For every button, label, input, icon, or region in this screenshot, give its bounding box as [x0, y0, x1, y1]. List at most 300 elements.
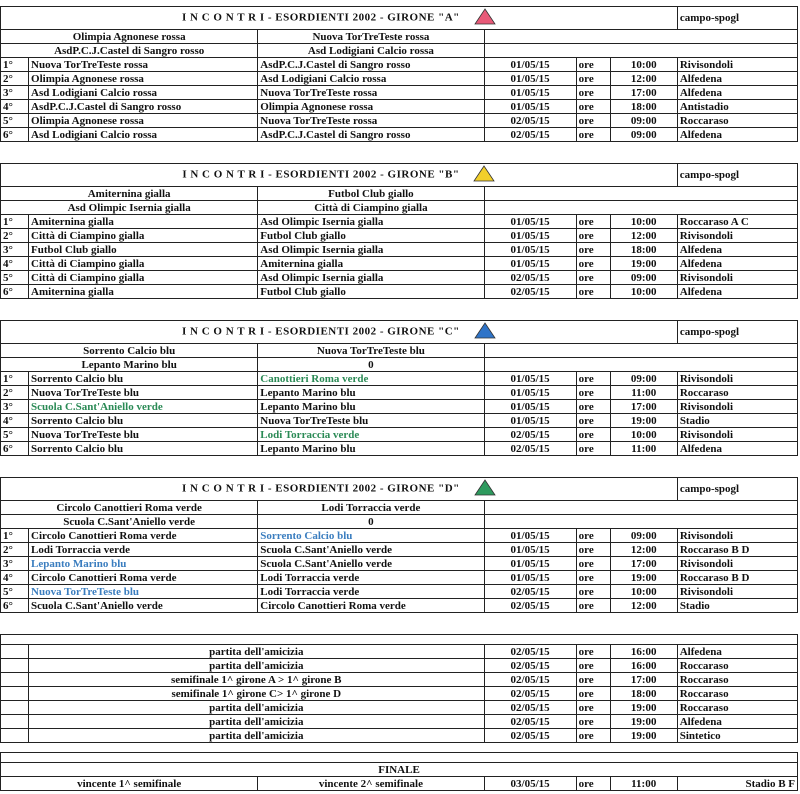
team-name: Nuova TorTreTeste rossa [258, 30, 484, 44]
group-title-row [1, 321, 798, 344]
match-venue: Roccaraso [677, 673, 797, 687]
match-row [1, 529, 798, 543]
team-name: Città di Ciampino gialla [258, 201, 484, 215]
match-venue: Rivisondoli [677, 585, 797, 599]
match-time: 09:00 [610, 128, 677, 142]
triangle-icon [474, 322, 496, 342]
match-label: partita dell'amicizia [29, 659, 485, 673]
ore-label: ore [576, 72, 610, 86]
away-team: Circolo Canottieri Roma verde [258, 599, 484, 613]
group-title [1, 164, 678, 187]
match-venue: Roccaraso [677, 386, 797, 400]
match-time: 12:00 [610, 599, 677, 613]
match-row [1, 86, 798, 100]
ore-label: ore [576, 386, 610, 400]
match-date: 02/05/15 [484, 645, 576, 659]
ore-label: ore [576, 257, 610, 271]
match-row [1, 442, 798, 456]
match-time: 11:00 [610, 386, 677, 400]
match-date: 02/05/15 [484, 285, 576, 299]
match-date: 02/05/15 [484, 128, 576, 142]
team-name: Lodi Torraccia verde [258, 501, 484, 515]
campo-spogl-label: campo-spogl [677, 321, 797, 344]
extra-match-row [1, 645, 798, 659]
away-team: Olimpia Agnonese rossa [258, 100, 484, 114]
blank-cell [484, 358, 797, 372]
extra-match-row [1, 729, 798, 743]
match-date: 02/05/15 [484, 599, 576, 613]
team-row [1, 344, 798, 358]
away-team: Asd Lodigiani Calcio rossa [258, 72, 484, 86]
match-date: 01/05/15 [484, 257, 576, 271]
team-row [1, 515, 798, 529]
home-team: Scuola C.Sant'Aniello verde [29, 400, 258, 414]
match-venue: Alfedena [677, 715, 797, 729]
blank-cell [484, 515, 797, 529]
match-number: 6° [1, 599, 29, 613]
away-team: Asd Olimpic Isernia gialla [258, 271, 484, 285]
group-table [0, 477, 798, 613]
match-row [1, 58, 798, 72]
match-row [1, 229, 798, 243]
match-date: 01/05/15 [484, 529, 576, 543]
match-label: partita dell'amicizia [29, 715, 485, 729]
match-number: 3° [1, 243, 29, 257]
team-name: Asd Lodigiani Calcio rossa [258, 44, 484, 58]
campo-spogl-label: campo-spogl [677, 7, 797, 30]
match-venue: Rivisondoli [677, 229, 797, 243]
match-venue: Stadio B F [677, 777, 797, 791]
ore-label: ore [576, 645, 610, 659]
match-time: 17:00 [610, 400, 677, 414]
home-team: Amiternina gialla [29, 285, 258, 299]
match-number: 1° [1, 529, 29, 543]
extra-match-row [1, 673, 798, 687]
ore-label: ore [576, 400, 610, 414]
match-date: 01/05/15 [484, 372, 576, 386]
home-team: Circolo Canottieri Roma verde [29, 571, 258, 585]
home-team: Amiternina gialla [29, 215, 258, 229]
ore-label: ore [576, 58, 610, 72]
match-row [1, 372, 798, 386]
group-table [0, 6, 798, 142]
away-team: AsdP.C.J.Castel di Sangro rosso [258, 128, 484, 142]
match-time: 12:00 [610, 543, 677, 557]
ore-label: ore [576, 585, 610, 599]
home-team: Sorrento Calcio blu [29, 372, 258, 386]
ore-label: ore [576, 673, 610, 687]
team-name: Amiternina gialla [1, 187, 258, 201]
ore-label: ore [576, 414, 610, 428]
match-time: 19:00 [610, 257, 677, 271]
away-team: Lodi Torraccia verde [258, 571, 484, 585]
match-number: 5° [1, 114, 29, 128]
match-venue: Alfedena [677, 243, 797, 257]
match-row [1, 386, 798, 400]
match-date: 02/05/15 [484, 715, 576, 729]
ore-label: ore [576, 529, 610, 543]
away-team: Nuova TorTreTeste rossa [258, 114, 484, 128]
match-venue: Rivisondoli [677, 271, 797, 285]
match-time: 10:00 [610, 58, 677, 72]
match-number: 1° [1, 215, 29, 229]
match-row [1, 571, 798, 585]
match-date: 01/05/15 [484, 229, 576, 243]
ore-label: ore [576, 659, 610, 673]
home-team: Scuola C.Sant'Aniello verde [29, 599, 258, 613]
blank-cell [1, 645, 29, 659]
blank-cell [1, 729, 29, 743]
match-venue: Rivisondoli [677, 58, 797, 72]
final-away: vincente 2^ semifinale [258, 777, 484, 791]
match-time: 11:00 [610, 777, 677, 791]
home-team: Nuova TorTreTeste rossa [29, 58, 258, 72]
ore-label: ore [576, 729, 610, 743]
match-venue: Alfedena [677, 86, 797, 100]
blank-cell [484, 30, 797, 44]
match-label: partita dell'amicizia [29, 645, 485, 659]
match-row [1, 543, 798, 557]
match-time: 12:00 [610, 229, 677, 243]
match-number: 5° [1, 271, 29, 285]
match-venue: Alfedena [677, 645, 797, 659]
ore-label: ore [576, 543, 610, 557]
away-team: Asd Olimpic Isernia gialla [258, 215, 484, 229]
blank-cell [1, 673, 29, 687]
ore-label: ore [576, 428, 610, 442]
match-time: 19:00 [610, 571, 677, 585]
match-date: 02/05/15 [484, 687, 576, 701]
ore-label: ore [576, 442, 610, 456]
group-title-prefix: I N C O N T R I - ESORDIENTI 2002 - GIRONE [182, 168, 436, 181]
team-name: Scuola C.Sant'Aniello verde [1, 515, 258, 529]
team-name: Sorrento Calcio blu [1, 344, 258, 358]
home-team: Circolo Canottieri Roma verde [29, 529, 258, 543]
away-team: Futbol Club giallo [258, 229, 484, 243]
match-number: 2° [1, 229, 29, 243]
match-number: 6° [1, 128, 29, 142]
group-title-row [1, 7, 798, 30]
spacer-row [1, 635, 798, 645]
match-number: 6° [1, 442, 29, 456]
extra-match-row [1, 687, 798, 701]
match-date: 02/05/15 [484, 114, 576, 128]
away-team: Nuova TorTreTeste rossa [258, 86, 484, 100]
blank-cell [1, 659, 29, 673]
match-venue: Stadio [677, 414, 797, 428]
match-venue: Sintetico [677, 729, 797, 743]
group-title-prefix: I N C O N T R I - ESORDIENTI 2002 - GIRONE [182, 482, 435, 495]
final-title: FINALE [1, 763, 798, 777]
match-time: 19:00 [610, 729, 677, 743]
away-team: Lepanto Marino blu [258, 386, 484, 400]
match-time: 11:00 [610, 442, 677, 456]
match-number: 2° [1, 72, 29, 86]
team-name: 0 [258, 358, 484, 372]
match-number: 2° [1, 386, 29, 400]
blank-cell [1, 715, 29, 729]
final-match-row [1, 777, 798, 791]
home-team: AsdP.C.J.Castel di Sangro rosso [29, 100, 258, 114]
match-venue: Rivisondoli [677, 372, 797, 386]
match-date: 01/05/15 [484, 400, 576, 414]
final-home: vincente 1^ semifinale [1, 777, 258, 791]
team-row [1, 30, 798, 44]
team-name: AsdP.C.J.Castel di Sangro rosso [1, 44, 258, 58]
blank-cell [484, 201, 797, 215]
ore-label: ore [576, 599, 610, 613]
group-table [0, 163, 798, 299]
match-time: 17:00 [610, 673, 677, 687]
match-venue: Stadio [677, 599, 797, 613]
match-venue: Roccaraso [677, 659, 797, 673]
team-row [1, 187, 798, 201]
team-row [1, 501, 798, 515]
match-label: partita dell'amicizia [29, 729, 485, 743]
campo-spogl-label: campo-spogl [677, 478, 797, 501]
match-time: 19:00 [610, 715, 677, 729]
away-team: Scuola C.Sant'Aniello verde [258, 557, 484, 571]
match-number: 5° [1, 585, 29, 599]
ore-label: ore [576, 229, 610, 243]
ore-label: ore [576, 128, 610, 142]
group-title-prefix: I N C O N T R I - ESORDIENTI 2002 - GIRONE [182, 11, 435, 24]
ore-label: ore [576, 86, 610, 100]
match-time: 19:00 [610, 701, 677, 715]
match-venue: Roccaraso B D [677, 571, 797, 585]
ore-label: ore [576, 715, 610, 729]
match-time: 09:00 [610, 114, 677, 128]
group-letter: "C" [438, 325, 460, 338]
match-number: 4° [1, 100, 29, 114]
match-date: 02/05/15 [484, 585, 576, 599]
match-date: 02/05/15 [484, 673, 576, 687]
match-time: 09:00 [610, 372, 677, 386]
match-date: 01/05/15 [484, 243, 576, 257]
match-row [1, 599, 798, 613]
match-row [1, 243, 798, 257]
match-date: 01/05/15 [484, 100, 576, 114]
match-row [1, 557, 798, 571]
match-time: 09:00 [610, 271, 677, 285]
match-row [1, 585, 798, 599]
home-team: Nuova TorTreTeste blu [29, 428, 258, 442]
away-team: Lodi Torraccia verde [258, 585, 484, 599]
match-date: 02/05/15 [484, 729, 576, 743]
team-name: Olimpia Agnonese rossa [1, 30, 258, 44]
match-time: 19:00 [610, 414, 677, 428]
extra-match-row [1, 715, 798, 729]
ore-label: ore [576, 777, 610, 791]
ore-label: ore [576, 571, 610, 585]
match-row [1, 285, 798, 299]
match-venue: Alfedena [677, 257, 797, 271]
match-time: 17:00 [610, 86, 677, 100]
match-number: 3° [1, 557, 29, 571]
match-number: 5° [1, 428, 29, 442]
match-venue: Roccaraso B D [677, 543, 797, 557]
match-time: 18:00 [610, 100, 677, 114]
match-date: 02/05/15 [484, 659, 576, 673]
blank-cell [1, 687, 29, 701]
away-team: Futbol Club giallo [258, 285, 484, 299]
match-row [1, 271, 798, 285]
match-time: 10:00 [610, 428, 677, 442]
group-title-row [1, 478, 798, 501]
group-table [0, 320, 798, 456]
home-team: Città di Ciampino gialla [29, 229, 258, 243]
match-number: 2° [1, 543, 29, 557]
home-team: Asd Lodigiani Calcio rossa [29, 128, 258, 142]
home-team: Città di Ciampino gialla [29, 271, 258, 285]
away-team: Lepanto Marino blu [258, 400, 484, 414]
final-title-row [1, 763, 798, 777]
match-time: 09:00 [610, 529, 677, 543]
match-venue: Rivisondoli [677, 428, 797, 442]
ore-label: ore [576, 687, 610, 701]
match-number: 4° [1, 257, 29, 271]
away-team: Lodi Torraccia verde [258, 428, 484, 442]
match-venue: Alfedena [677, 72, 797, 86]
extra-match-row [1, 701, 798, 715]
match-date: 02/05/15 [484, 701, 576, 715]
home-team: Nuova TorTreTeste blu [29, 585, 258, 599]
away-team: Lepanto Marino blu [258, 442, 484, 456]
match-date: 02/05/15 [484, 442, 576, 456]
spacer-cell [1, 753, 798, 763]
match-time: 18:00 [610, 243, 677, 257]
match-date: 01/05/15 [484, 215, 576, 229]
triangle-icon [473, 165, 495, 185]
home-team: Lepanto Marino blu [29, 557, 258, 571]
home-team: Città di Ciampino gialla [29, 257, 258, 271]
match-venue: Alfedena [677, 128, 797, 142]
blank-cell [484, 344, 797, 358]
match-row [1, 100, 798, 114]
away-team: Amiternina gialla [258, 257, 484, 271]
match-venue: Antistadio [677, 100, 797, 114]
match-label: semifinale 1^ girone A > 1^ girone B [29, 673, 485, 687]
extra-match-row [1, 659, 798, 673]
match-venue: Alfedena [677, 285, 797, 299]
group-letter: "D" [438, 482, 460, 495]
match-venue: Alfedena [677, 442, 797, 456]
match-number: 3° [1, 86, 29, 100]
match-time: 10:00 [610, 215, 677, 229]
away-team: Canottieri Roma verde [258, 372, 484, 386]
match-number: 1° [1, 58, 29, 72]
blank-cell [1, 701, 29, 715]
final-table [0, 752, 798, 791]
home-team: Sorrento Calcio blu [29, 414, 258, 428]
campo-spogl-label: campo-spogl [677, 164, 797, 187]
group-title-row [1, 164, 798, 187]
ore-label: ore [576, 271, 610, 285]
group-title [1, 321, 678, 344]
ore-label: ore [576, 557, 610, 571]
group-title-prefix: I N C O N T R I - ESORDIENTI 2002 - GIRONE [182, 325, 435, 338]
team-name: Lepanto Marino blu [1, 358, 258, 372]
match-date: 01/05/15 [484, 58, 576, 72]
team-row [1, 44, 798, 58]
match-number: 4° [1, 571, 29, 585]
away-team: Sorrento Calcio blu [258, 529, 484, 543]
home-team: Asd Lodigiani Calcio rossa [29, 86, 258, 100]
match-date: 01/05/15 [484, 86, 576, 100]
match-date: 01/05/15 [484, 543, 576, 557]
match-date: 02/05/15 [484, 271, 576, 285]
match-date: 01/05/15 [484, 386, 576, 400]
match-date: 01/05/15 [484, 557, 576, 571]
match-time: 10:00 [610, 585, 677, 599]
home-team: Olimpia Agnonese rossa [29, 72, 258, 86]
match-time: 16:00 [610, 645, 677, 659]
home-team: Nuova TorTreTeste blu [29, 386, 258, 400]
group-title [1, 478, 678, 501]
match-time: 17:00 [610, 557, 677, 571]
home-team: Sorrento Calcio blu [29, 442, 258, 456]
team-name: Nuova TorTreTeste blu [258, 344, 484, 358]
triangle-icon [474, 479, 496, 499]
match-venue: Rivisondoli [677, 400, 797, 414]
spacer-row [1, 753, 798, 763]
match-date: 01/05/15 [484, 414, 576, 428]
away-team: Nuova TorTreTeste blu [258, 414, 484, 428]
match-label: partita dell'amicizia [29, 701, 485, 715]
team-name: 0 [258, 515, 484, 529]
match-label: semifinale 1^ girone C> 1^ girone D [29, 687, 485, 701]
group-letter: "B" [438, 168, 460, 181]
match-row [1, 400, 798, 414]
ore-label: ore [576, 243, 610, 257]
group-title [1, 7, 678, 30]
team-name: Circolo Canottieri Roma verde [1, 501, 258, 515]
ore-label: ore [576, 285, 610, 299]
match-time: 10:00 [610, 285, 677, 299]
match-date: 02/05/15 [484, 428, 576, 442]
match-date: 01/05/15 [484, 571, 576, 585]
group-letter: "A" [438, 11, 460, 24]
match-row [1, 72, 798, 86]
match-date: 03/05/15 [484, 777, 576, 791]
match-row [1, 215, 798, 229]
match-row [1, 114, 798, 128]
match-row [1, 428, 798, 442]
match-time: 18:00 [610, 687, 677, 701]
match-number: 4° [1, 414, 29, 428]
team-row [1, 358, 798, 372]
triangle-icon [474, 8, 496, 28]
match-time: 16:00 [610, 659, 677, 673]
home-team: Olimpia Agnonese rossa [29, 114, 258, 128]
blank-cell [484, 501, 797, 515]
ore-label: ore [576, 372, 610, 386]
match-venue: Rivisondoli [677, 557, 797, 571]
ore-label: ore [576, 100, 610, 114]
match-number: 1° [1, 372, 29, 386]
match-venue: Roccaraso [677, 701, 797, 715]
team-row [1, 201, 798, 215]
home-team: Futbol Club giallo [29, 243, 258, 257]
match-time: 12:00 [610, 72, 677, 86]
match-venue: Rivisondoli [677, 529, 797, 543]
ore-label: ore [576, 114, 610, 128]
ore-label: ore [576, 701, 610, 715]
match-row [1, 257, 798, 271]
match-number: 3° [1, 400, 29, 414]
match-number: 6° [1, 285, 29, 299]
blank-cell [484, 44, 797, 58]
